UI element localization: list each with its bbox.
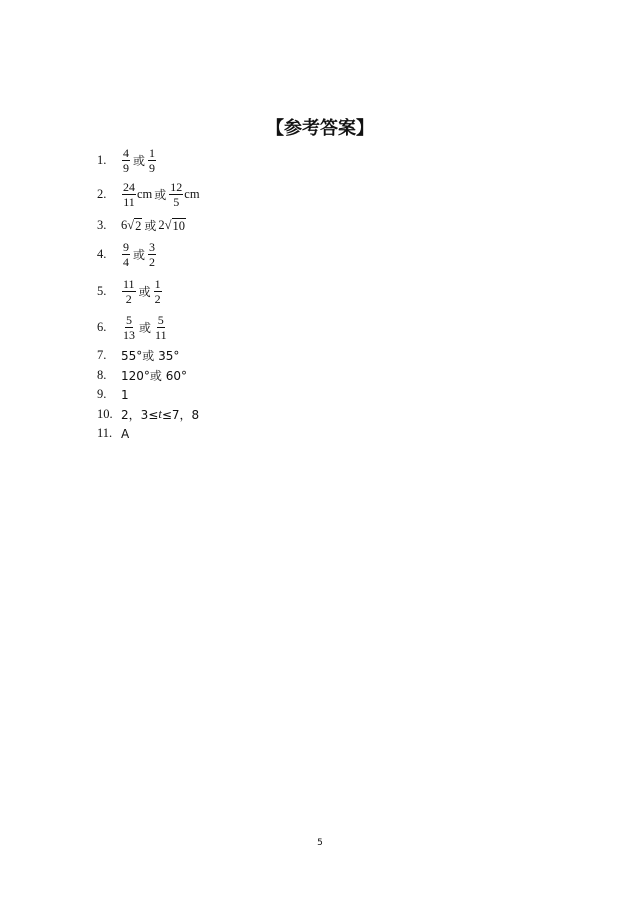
answer-item-9 [97, 387, 129, 402]
page-number: 5 [317, 838, 323, 848]
item-number: 10. [97, 407, 113, 421]
fraction: $\frac{11}{2}$ [123, 277, 135, 306]
or-word: 或 [144, 219, 157, 233]
square-root: √ 10 [164, 218, 186, 233]
fraction: $\frac{5}{13}$ [123, 313, 135, 342]
item-number: 8. [97, 368, 107, 382]
item-number: 7. [97, 348, 107, 362]
answer-title: 【参考答案】 [266, 118, 374, 139]
item-number: 4. [97, 247, 107, 261]
answer-item-6 [97, 313, 169, 342]
answer-item-8 [97, 367, 187, 384]
answer-text-part: 2，3 [121, 408, 149, 422]
answer-item-10 [97, 406, 199, 423]
fraction: $\frac{1}{9}$ [149, 146, 156, 175]
answer-text: 1 [121, 387, 129, 402]
item-number: 6. [97, 320, 107, 334]
less-equal-sign: ≤ [148, 407, 159, 422]
answer-item-1 [97, 146, 157, 175]
answer-text: 55°或 35° [121, 349, 180, 363]
answer-text-part: ≤7，8 [161, 408, 200, 422]
fraction: $\frac{4}{9}$ [123, 146, 129, 175]
item-number: 5. [97, 284, 107, 298]
answer-item-4 [97, 240, 157, 269]
item-number: 1. [97, 153, 107, 167]
item-number: 9. [97, 387, 107, 401]
answer-text: A [121, 426, 130, 441]
fraction: $\frac{24}{11}$ [123, 180, 135, 209]
fraction: $\frac{1}{2}$ [154, 277, 161, 306]
unit-label: cm [137, 187, 153, 201]
answer-text: 120°或 60° [121, 369, 187, 383]
item-number: 2. [97, 187, 107, 201]
fraction: $\frac{3}{2}$ [149, 240, 156, 269]
answer-item-11 [97, 426, 129, 441]
or-word: 或 [133, 154, 146, 168]
or-word: 或 [133, 248, 146, 262]
fraction: $\frac{9}{4}$ [123, 240, 129, 269]
variable-t: t [158, 407, 162, 421]
unit-label: cm [184, 187, 200, 201]
or-word: 或 [139, 321, 152, 335]
square-root: √ 2 [127, 218, 142, 233]
answer-item-2 [97, 180, 200, 209]
fraction: $\frac{5}{11}$ [155, 313, 167, 342]
or-word: 或 [154, 188, 167, 202]
item-number: 3. [97, 218, 107, 232]
fraction: $\frac{12}{5}$ [170, 180, 183, 209]
answer-item-7 [97, 347, 179, 364]
or-word: 或 [138, 285, 151, 299]
item-number: 11. [97, 426, 113, 440]
answer-item-3: 3. 6 √ 2 或 2 √ 10 [97, 218, 186, 233]
answer-item-5 [97, 277, 163, 306]
